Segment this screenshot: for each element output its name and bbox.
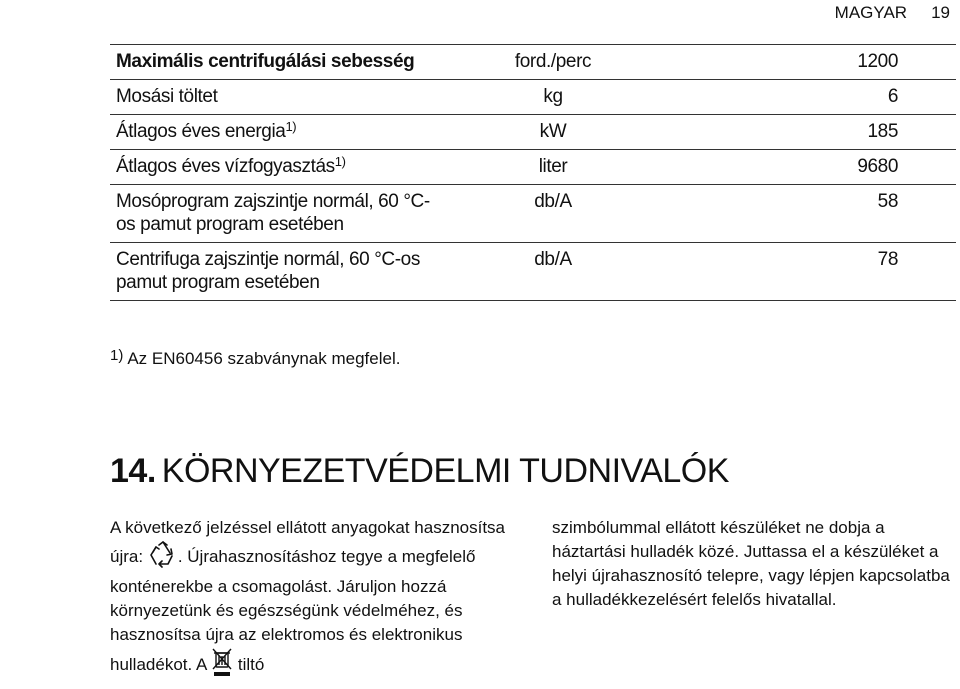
footnote-ref: 1) [285,119,297,134]
language-label: MAGYAR [834,3,908,22]
spec-value: 185 [664,115,956,150]
recycle-icon [148,540,178,575]
table-row [110,243,956,301]
text-prohibited: tiltó [237,654,265,674]
text-disposal: szimbólummal ellátott készüléket ne dobja a háztartási hulladék közé. Juttassa el a készüléket a helyi újrahasznosító telepre, vagy lépjen kapcsolatba a hulladékkezelésért felelős hivatallal. [552,518,950,609]
spec-label: Centrifuga zajszintje normál, 60 °C-os pamut program esetében [110,243,442,301]
spec-value: 6 [664,80,956,115]
section-text-right [552,516,952,612]
spec-unit: db/A [442,243,664,301]
spec-unit: kg [442,80,664,115]
spec-unit: ford./perc [442,45,664,80]
text-recycle-intro: A következő jelzéssel ellátott anyagokat hasznosítsa újra: [110,518,506,566]
section-title-text: KÖRNYEZETVÉDELMI TUDNIVALÓK [161,452,729,490]
table-row [110,115,956,150]
section-title [110,452,729,491]
spec-label: Maximális centrifugálási sebesség [110,45,442,80]
crossed-out-bin-icon [211,647,233,684]
table-row [110,185,956,243]
page-header [835,3,950,23]
spec-unit: kW [442,115,664,150]
spec-value: 9680 [664,150,956,185]
spec-value: 78 [664,243,956,301]
footnote-ref: 1) [334,154,346,169]
spec-value: 1200 [664,45,956,80]
spec-label: Mosóprogram zajszintje normál, 60 °C-os pamut program esetében [110,185,442,243]
footnote-text: Az EN60456 szabványnak megfelel. [127,349,401,368]
table-row [110,150,956,185]
section-number: 14. [110,452,156,490]
spec-label: Átlagos éves energia$^{1)}$ [110,115,442,150]
section-text-left [110,516,530,684]
spec-value: 58 [664,185,956,243]
table-row [110,45,956,80]
spec-unit: db/A [442,185,664,243]
spec-unit: liter [442,150,664,185]
table-row [110,80,956,115]
spec-label: Átlagos éves vízfogyasztás$^{1)}$ [110,150,442,185]
spec-label: Mosási töltet [110,80,442,115]
page-number: 19 [931,3,950,22]
text-recycle-body: . Újrahasznosításhoz tegye a megfelelő konténerekbe a csomagolást. Járuljon hozzá környezetünk és egészségünk védelméhez, és hasznosítsa újra az elektromos és elektronikus hulladékot. A [110,546,476,674]
footnote [110,347,400,369]
spec-table [110,44,956,301]
footnote-mark: 1) [110,347,124,364]
